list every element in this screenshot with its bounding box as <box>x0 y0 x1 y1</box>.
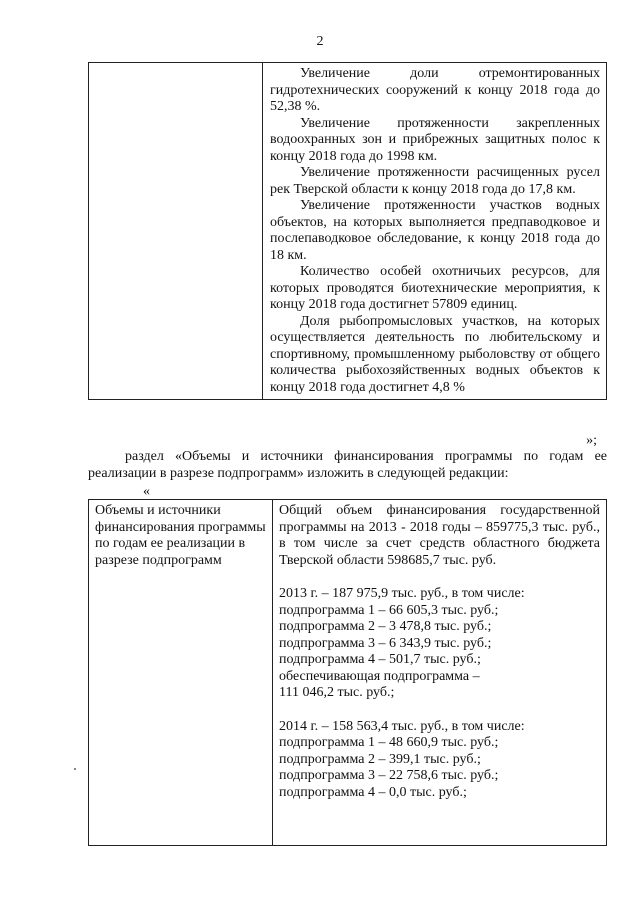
year-2014-line: подпрограмма 3 – 22 758,6 тыс. руб.; <box>279 768 499 783</box>
opening-quote: « <box>143 484 150 499</box>
section-instruction: раздел «Объемы и источники финансирования программы по годам ее реализации в разрезе подпрограмм» изложить в следующей редакции: <box>88 449 607 481</box>
year-2013-block <box>279 586 600 702</box>
scan-speck <box>74 768 76 770</box>
financing-value-cell <box>273 500 607 846</box>
closing-quote: »; <box>586 433 597 448</box>
financing-label: Объемы и источники финансирования программы по годам ее реализации в разрезе подпрограмм <box>95 503 266 568</box>
target-paragraph: Увеличение доли отремонтированных гидротехнических сооружений к концу 2018 года до 52,38 %. <box>270 66 600 114</box>
targets-table-right-cell <box>263 63 607 400</box>
year-2014-line: подпрограмма 4 – 0,0 тыс. руб.; <box>279 784 467 800</box>
financing-table <box>88 499 607 846</box>
target-paragraph: Увеличение протяженности расчищенных русел рек Тверской области к концу 2018 года до 17,8 км. <box>270 165 600 197</box>
page-number: 2 <box>316 34 324 49</box>
year-2013-line: подпрограмма 2 – 3 478,8 тыс. руб.; <box>279 619 492 634</box>
year-2013-line: подпрограмма 3 – 6 343,9 тыс. руб.; <box>279 635 492 651</box>
year-2014-block <box>279 719 600 802</box>
target-paragraph: Увеличение протяженности закрепленных водоохранных зон и прибрежных защитных полос к концу 2018 года до 1998 км. <box>270 115 600 164</box>
year-2013-line: обеспечивающая подпрограмма – <box>279 668 480 684</box>
target-paragraph: Доля рыбопромысловых участков, на которых осуществляется деятельность по любительскому и спортивному, промышленному рыболовству от общего количества рыбохозяйственных водных объектов к концу 2018 года достигнет 4,8 % <box>270 313 600 395</box>
financing-summary: Общий объем финансирования государственной программы на 2013 - 2018 годы – 859775,3 тыс. руб., в том числе за счет средств областного бюджета Тверской области 598685,7 тыс. руб. <box>279 503 600 568</box>
year-2014-line: подпрограмма 1 – 48 660,9 тыс. руб.; <box>279 735 499 750</box>
year-2014-line: 2014 г. – 158 563,4 тыс. руб., в том числе: <box>279 718 525 734</box>
year-2013-line: подпрограмма 1 – 66 605,3 тыс. руб.; <box>279 602 499 618</box>
year-2014-line: подпрограмма 2 – 399,1 тыс. руб.; <box>279 751 481 767</box>
target-paragraph: Количество особей охотничьих ресурсов, для которых проводятся биотехнические мероприятия, к концу 2018 года достигнет 57809 единиц. <box>270 264 600 312</box>
financing-label-cell <box>89 500 273 846</box>
target-paragraph: Увеличение протяженности участков водных объектов, на которых выполняется предпаводковое и послепаводковое обследование, к концу 2018 года до 18 км. <box>270 198 600 263</box>
year-2013-line: 2013 г. – 187 975,9 тыс. руб., в том числе: <box>279 586 525 601</box>
targets-table-left-cell <box>89 63 263 400</box>
year-2013-line: подпрограмма 4 – 501,7 тыс. руб.; <box>279 652 481 667</box>
targets-table <box>88 62 607 400</box>
year-2013-line: 111 046,2 тыс. руб.; <box>279 685 395 700</box>
